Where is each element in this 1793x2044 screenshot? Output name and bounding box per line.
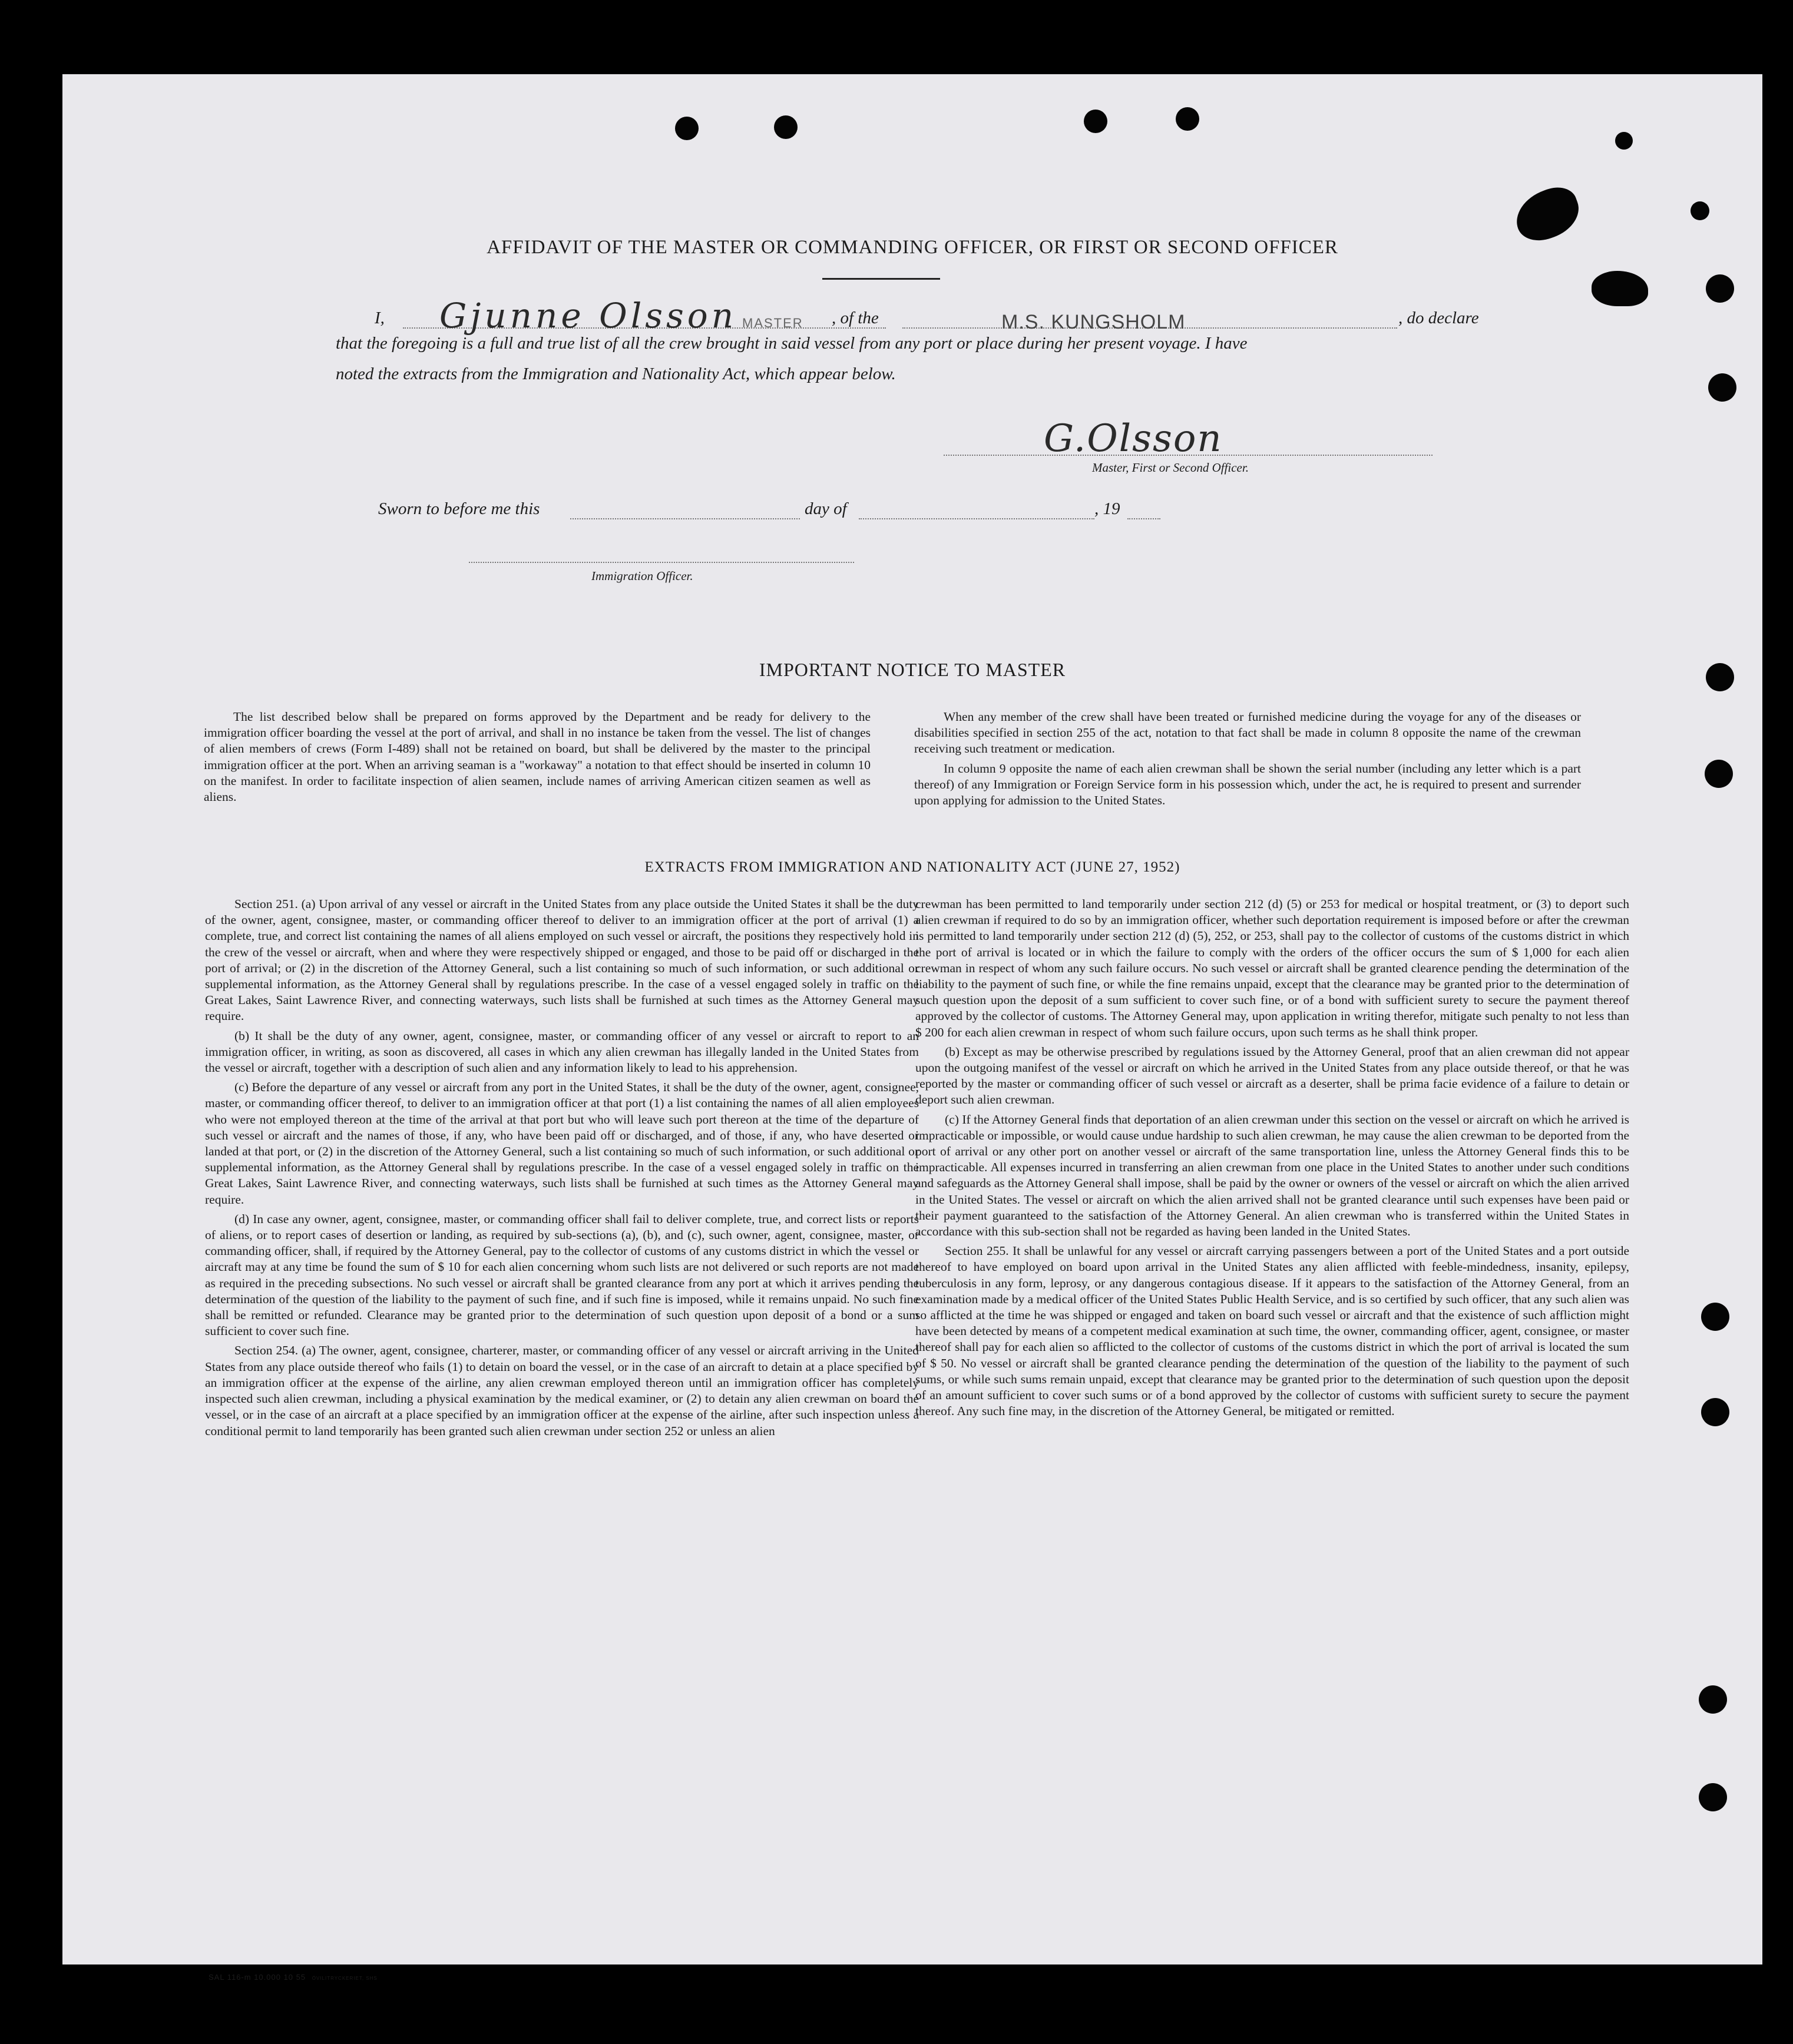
punch-hole: [1691, 201, 1709, 220]
master-name-handwritten: Gjunne Olsson: [439, 296, 737, 336]
declaration-line-2: that the foregoing is a full and true list of all the crew brought in said vessel from any port or place during her present voyage. I have: [336, 334, 1248, 353]
vessel-stamp: M.S. KUNGSHOLM: [1001, 311, 1186, 333]
officer-signature: G.Olsson: [1044, 417, 1223, 461]
notice-right-paragraph: In column 9 opposite the name of each alien crewman shall be shown the serial number (including any letter which is a part thereof) of any Immigration or Foreign Service form in his possession which, under the act, he is required to present and surrender upon applying for admission to the United States.: [914, 761, 1581, 808]
section-paragraph: Section 251. (a) Upon arrival of any vessel or aircraft in the United States from any place outside the United States it shall be the duty of the owner, agent, consignee, master, or commanding officer thereof to deliver to an immigration officer at the port of arrival (1) a complete, true, and correct list containing the names of all aliens employed on such vessel or aircraft, the positions they respectively hold in the crew of the vessel or aircraft, when and where they were respectively shipped or engaged, and those to be paid off or discharged in the port of arrival; or (2) in the discretion of the Attorney General, such a list containing so much of such information, or such additional or supplemental information, as the Attorney General shall by regulations prescribe. In the case of a vessel engaged solely in traffic on the Great Lakes, Saint Lawrence River, and connecting waterways, such lists shall be furnished at such times as the Attorney General may require.: [205, 897, 919, 1023]
immigration-officer-line: [469, 562, 854, 563]
day-of-label: day of: [805, 499, 847, 518]
section-paragraph: (b) Except as may be otherwise prescribed by regulations issued by the Attorney General, proof that an alien crewman did not appear upon the outgoing manifest of the vessel or aircraft on which he arrived in the United States from any place outside thereof, or that he was reported by the master or commanding officer of such vessel or aircraft as a deserter, shall be prima facie evidence of a failure to detain or deport such alien crewman.: [915, 1044, 1629, 1107]
punch-hole: [1699, 1685, 1727, 1714]
punch-hole: [1701, 1303, 1729, 1331]
punch-hole: [1705, 760, 1733, 788]
of-the-label: , of the: [832, 309, 879, 327]
section-paragraph: (c) Before the departure of any vessel or aircraft from any port in the United States, it shall be the duty of the owner, agent, consignee, master, or commanding officer thereof, to deliver to an immigration officer at that port (1) a list containing the names of all alien employees who were not employed thereon at the time of the arrival at that port but who will leave such port thereon at the time of the departure of such vessel or aircraft and the names of those, if any, who have been paid off or discharged, and of those, if any, who have deserted or landed at that port, or (2) in the discretion of the Attorney General, such a list containing so much of such information, or such additional or supplemental information, as the Attorney General shall by regulations prescribe. In the case of a vessel engaged solely in traffic on the Great Lakes, Saint Lawrence River, and connecting waterways, such lists shall be furnished at such times as the Attorney General may require.: [205, 1080, 919, 1207]
section-paragraph: (b) It shall be the duty of any owner, agent, consignee, master, or commanding officer of any vessel or aircraft to report to an immigration officer, in writing, as soon as discovered, all cases in which any alien crewman has illegally landed in the United States from the vessel or aircraft, together with a description of such alien and any information likely to lead to his apprehension.: [205, 1028, 919, 1075]
section-paragraph: crewman has been permitted to land temporarily under section 212 (d) (5) or 253 for medical or hospital treatment, or (3) to deport such alien crewman if required to do so by an immigration officer, whether such deportation requirement is imposed before or after the crewman is permitted to land temporarily under section 212 (d) (5), 252, or 253, shall pay to the collector of customs of the customs district in which the port of arrival is located or in which the failure to comply with the orders of the officer occurs the sum of $ 1,000 for each alien crewman in respect of whom any such failure occurs. No such vessel or aircraft shall be granted clearence pending the determination of the liability to the payment of such fine, or while the fine remains unpaid, except that the clearance may be granted prior to the determination of such question upon the deposit of a sum sufficient to cover such fine, or of a bond with sufficient surety to secure the payment thereof approved by the collector of customs. The Attorney General may, upon application in writing therefor, mitigate such penalty to not less than $ 200 for each alien crewman in respect of whom such failure occurs, upon such terms as he shall think proper.: [915, 897, 1629, 1039]
punch-hole: [675, 117, 699, 140]
section-paragraph: Section 254. (a) The owner, agent, consignee, charterer, master, or commanding officer of any vessel or aircraft arriving in the United States from any place outside thereof who fails (1) to detain on board the vessel, or in the case of an aircraft to detain at a place specified by an immigration officer at the expense of the airline, any alien crewman employed thereon until an immigration officer has completely inspected such alien crewman, including a physical examination by the medical examiner, or (2) to detain any alien crewman on board the vessel, or in the case of an aircraft at a place specified by an immigration officer at the expense of the airline, after such inspection unless a conditional permit to land temporarily has been granted such alien crewman under section 252 or unless an alien: [205, 1343, 919, 1438]
sworn-prefix: Sworn to before me this: [378, 499, 540, 518]
declaration-line-3: noted the extracts from the Immigration and Nationality Act, which appear below.: [336, 365, 896, 383]
form-code: SAL 116-m 10.000 10 55: [209, 1973, 306, 1982]
year-label: , 19: [1094, 499, 1120, 518]
printer-mark: ÖVILITRYCKERIET, SHS: [312, 1976, 378, 1981]
do-declare-label: , do declare: [1398, 309, 1479, 327]
immigration-officer-caption: Immigration Officer.: [591, 569, 693, 583]
sworn-month-line: [859, 518, 1094, 519]
ink-blot: [1592, 271, 1648, 306]
punch-hole: [1701, 1398, 1729, 1426]
signature-caption: Master, First or Second Officer.: [1092, 461, 1249, 475]
page-title: AFFIDAVIT OF THE MASTER OR COMMANDING OFFICER, OR FIRST OR SECOND OFFICER: [487, 237, 1338, 258]
punch-hole: [1615, 132, 1633, 150]
punch-hole: [1084, 110, 1107, 133]
title-underline: [822, 278, 940, 280]
notice-left-paragraph: The list described below shall be prepared on forms approved by the Department and be ready for delivery to the immigration officer boarding the vessel at the port of arrival, and shall in no instance be taken from the vessel. The list of changes of alien members of crews (Form I-489) shall not be retained on board, but shall be delivered by the master to the principal immigration officer at the port. When an arriving seaman is a "workaway" a notation to that effect should be inserted in column 10 on the manifest. In order to facilitate inspection of alien seamen, include names of arriving American citizen seamen as well as aliens.: [204, 710, 871, 804]
document-page: [62, 74, 1762, 1982]
form-footer: [209, 1973, 378, 1982]
notice-left-column: [204, 709, 871, 809]
notice-right-paragraph: When any member of the crew shall have been treated or furnished medicine during the voyage for any of the diseases or disabilities specified in section 255 of the act, notation to that fact shall be made in column 8 opposite the name of the crewman receiving such treatment or medication.: [914, 710, 1581, 756]
punch-hole: [1708, 373, 1736, 402]
notice-title: IMPORTANT NOTICE TO MASTER: [759, 659, 1066, 680]
extracts-left-column: [205, 896, 919, 1443]
punch-hole: [1706, 274, 1734, 303]
declaration-prefix: I,: [375, 309, 385, 327]
sworn-day-line: [570, 518, 800, 519]
punch-hole: [1176, 107, 1199, 131]
section-paragraph: (c) If the Attorney General finds that deportation of an alien crewman under this section on the vessel or aircraft on which he arrived is impracticable or impossible, or would cause undue hardship to such alien crewman, he may cause the alien crewman to be deported from the port of arrival or any other port on another vessel or aircraft of the same transportation line, unless the Attorney General finds this to be impracticable. All expenses incurred in transferring an alien crewman from one place in the United States to another under such conditions and safeguards as the Attorney General shall impose, shall be paid by the owner or owners of the vessel or aircraft on which the alien arrived in the United States. The vessel or aircraft on which the alien arrived shall not be granted clearance until such expenses have been paid or their payment guaranteed to the satisfaction of the Attorney General. An alien crewman who is transferred within the United States in accordance with this sub-section shall not be regarded as having been landed in the United States.: [915, 1112, 1629, 1239]
punch-hole: [774, 115, 798, 139]
section-paragraph: Section 255. It shall be unlawful for any vessel or aircraft carrying passengers between a port of the United States and a port outside thereof to have employed on board upon arrival in the United States any alien afflicted with feeble-mindedness, insanity, epilepsy, tuberculosis in any form, leprosy, or any dangerous contagious disease. If it appears to the satisfaction of the Attorney General, from an examination made by a medical officer of the United States Public Health Service, and is so certified by such officer, that any such alien was so afflicted at the time he was shipped or engaged and taken on board such vessel or aircraft and that the existence of such affliction might have been detected by means of a competent medical examination at such time, the owner, commanding officer, agent, consignee, or master thereof shall pay for each alien so afflicted to the collector of customs of the customs district in which the port of arrival is located the sum of $ 50. No vessel or aircraft shall be granted clearance pending the determination of the question of the liability to the payment of such sums, or while such sums remain unpaid, except that clearance may be granted prior to the determination of such question upon the deposit of an amount sufficient to cover such sums or of a bond approved by the collector of customs with sufficient surety to secure the payment thereof. Any such fine may, in the discretion of the Attorney General, be mitigated or remitted.: [915, 1244, 1629, 1419]
notice-right-column: [914, 709, 1581, 812]
master-stamp: MASTER: [742, 316, 803, 330]
section-paragraph: (d) In case any owner, agent, consignee, master, or commanding officer shall fail to deliver complete, true, and correct lists or reports of aliens, or to report cases of desertion or landing, as required by sub-sections (a), (b), and (c), such owner, agent, consignee, master, or commanding officer, shall, if required by the Attorney General, pay to the collector of customs of any customs district in which the vessel or aircraft may at any time be found the sum of $ 10 for each alien concerning whom such lists are not delivered or such reports are not made as required in the preceding subsections. No such vessel or aircraft shall be granted clearance from any port at which it arrives pending the determination of the question of the liability to the payment of such fine, and if such fine is imposed, while it remains unpaid. No such fine shall be remitted or refunded. Clearance may be granted prior to the determination of such question upon deposit of a bond or a sum sufficient to cover such fine.: [205, 1211, 919, 1339]
extracts-right-column: [915, 896, 1629, 1423]
punch-hole: [1699, 1783, 1727, 1811]
sworn-year-line: [1127, 518, 1160, 519]
extracts-title: EXTRACTS FROM IMMIGRATION AND NATIONALITY ACT (JUNE 27, 1952): [644, 859, 1180, 875]
